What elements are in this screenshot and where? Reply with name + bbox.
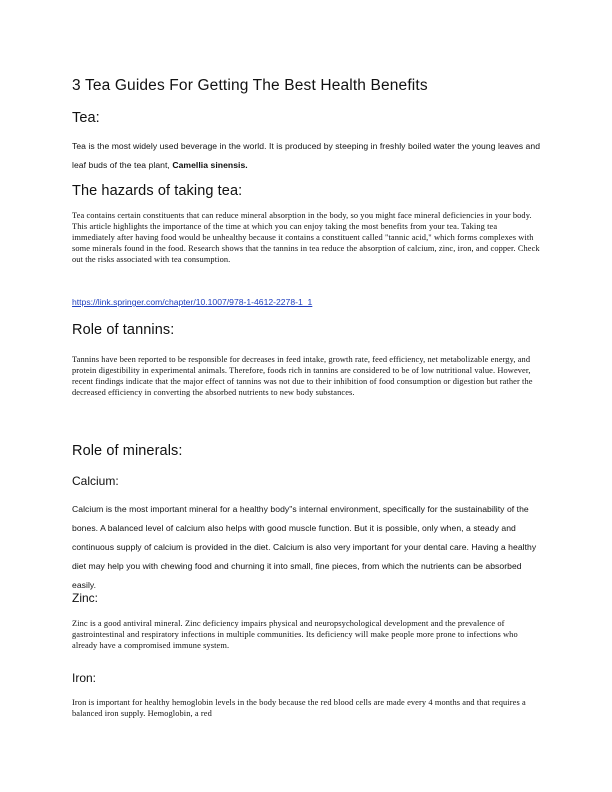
iron-paragraph: Iron is important for healthy hemoglobin levels in the body because the red blood cells are made every 4 months and that requires a balanced iron supply. Hemoglobin, a red bbox=[72, 698, 526, 718]
hazards-link-line bbox=[72, 292, 312, 310]
section-heading-hazards: The hazards of taking tea: bbox=[72, 183, 243, 199]
subheading-iron: Iron: bbox=[72, 671, 97, 685]
section-heading-tea: Tea: bbox=[72, 110, 100, 126]
subheading-calcium: Calcium: bbox=[72, 474, 119, 488]
subheading-zinc: Zinc: bbox=[72, 591, 99, 605]
tea-text: Tea is the most widely used beverage in the world. It is produced by steeping in freshly boiled water the young leaves and leaf buds of the tea plant, bbox=[72, 141, 541, 170]
tea-plant-name: Camellia sinensis. bbox=[172, 160, 248, 170]
springer-reference-link[interactable]: https://link.springer.com/chapter/10.1007/978-1-4612-2278-1_1 bbox=[72, 297, 313, 307]
zinc-paragraph: Zinc is a good antiviral mineral. Zinc deficiency impairs physical and neuropsychological development and the prevalence of gastrointestinal and respiratory infections in multiple communities. Its deficiency will make people more prone to infections who already have a compromised immune system. bbox=[72, 619, 518, 650]
section-heading-tannins: Role of tannins: bbox=[72, 322, 175, 338]
page-title: 3 Tea Guides For Getting The Best Health Benefits bbox=[72, 77, 428, 94]
calcium-paragraph: Calcium is the most important mineral for a healthy body"s internal environment, specifically for the sustainability of the bones. A balanced level of calcium also helps with good muscle function. But it is possible, only when, a steady and continuous supply of calcium is provided in the diet. Calcium is also very important for your dental care. Having a healthy diet may help you with chewing food and churning it into small, fine pieces, from which the nutrients can be absorbed easily. bbox=[72, 504, 537, 590]
tannins-paragraph: Tannins have been reported to be responsible for decreases in feed intake, growth rate, feed efficiency, net metabolizable energy, and protein digestibility in experimental animals. Therefore, foods rich in tannins are considered to be of low nutritional value. However, recent findings indicate that the major effect of tannins was not due to their inhibition of food consumption or digestion but rather the decreased efficiency in converting the absorbed nutrients to new body substances. bbox=[72, 355, 533, 397]
section-heading-minerals: Role of minerals: bbox=[72, 443, 183, 459]
tea-paragraph bbox=[72, 137, 542, 175]
hazards-paragraph: Tea contains certain constituents that can reduce mineral absorption in the body, so you might face mineral deficiencies in your body. This article highlights the importance of the time at which you can enjoy taking the most benefits from your tea. Taking tea immediately after having food would be unhealthy because it contains a constituent called "tannic acid," which forms complexes with some minerals found in the food. Research shows that the tannins in tea reduce the absorption of calcium, zinc, iron, and copper. Check out the risks associated with tea consumption. bbox=[72, 211, 540, 264]
